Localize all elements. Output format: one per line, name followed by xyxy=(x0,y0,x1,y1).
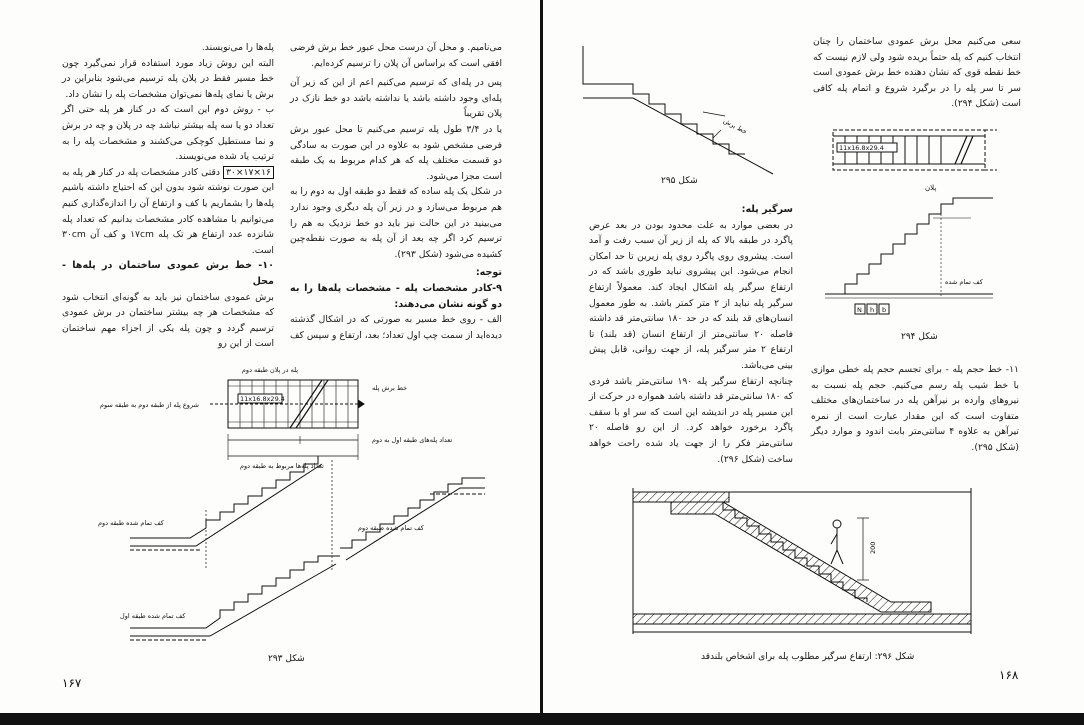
figure-295-caption: شکل ۲۹۵ xyxy=(661,176,698,186)
paragraph: الف - روی خط مسیر به صورتی که در اشکال گذشته دیده‌اید از سمت چپ اول تعداد؛ بعد، ارتفاع و سپس کف xyxy=(290,314,502,341)
stair-section-lower xyxy=(130,556,340,640)
text-column-volume xyxy=(811,362,1019,456)
stair-section-upper xyxy=(130,456,332,570)
plan-label-count-second: تعداد پله‌ها مربوط به طبقه دوم xyxy=(240,462,324,470)
paragraph: یا در ۳/۴ طول پله ترسیم می‌کنیم تا محل عبور برش فرضی مشخص شود به علاوه در این صورت به سادگی دو قسمت مختلف پله که هر کدام مربوط به یک طبقه است مجزا می‌شود. xyxy=(290,123,502,182)
paragraph: پله‌ها را می‌نویسند. xyxy=(201,42,274,53)
nhb-n: N xyxy=(857,306,862,314)
figure-296-caption: شکل ۲۹۶: ارتفاع سرگیر مطلوب پله برای اشخاص بلندقد xyxy=(701,652,915,662)
figure-294 xyxy=(821,118,1021,328)
page-167 xyxy=(0,0,540,725)
paragraph xyxy=(62,165,274,259)
text-column-headroom xyxy=(589,202,793,467)
section-heading-10: ۱۰- خط برش عمودی ساختمان در پله‌ها - محل xyxy=(62,260,274,287)
text-column-right xyxy=(290,40,502,343)
text-column-left xyxy=(62,40,274,352)
nhb-b: b xyxy=(882,306,887,314)
figure-296 xyxy=(631,484,981,644)
page-number: ۱۶۷ xyxy=(62,676,82,690)
paragraph: ب - روش دوم این است که در کنار هر پله حتی اگر تعداد دو یا سه پله بیشتر نباشد چه در پلان و چه در برش و نما مستطیل کوچکی می‌کشند و مشخصات پله را به ترتیب یاد شده می‌نویسند. xyxy=(62,104,274,163)
figure-293-caption: شکل ۲۹۳ xyxy=(268,654,305,664)
figure-293 xyxy=(90,360,490,675)
section-label-first: کف تمام شده طبقه اول xyxy=(120,612,186,620)
page-168 xyxy=(543,0,1084,725)
section-label-second-left: کف تمام شده طبقه دوم xyxy=(98,519,164,527)
section-label-second-right: کف تمام شده طبقه دوم xyxy=(358,524,424,532)
stair-section-right xyxy=(340,478,485,560)
plan-spec-box: 11x16.8x29.4 xyxy=(240,395,285,403)
paragraph: می‌نامیم. و محل آن درست محل عبور خط برش فرضی افقی است که براساس آن پلان را ترسیم کرده‌ایم. xyxy=(290,42,502,69)
page-number: ۱۶۸ xyxy=(999,668,1019,682)
paragraph: ۱۱- خط حجم پله - برای تجسم حجم پله خطی موازی با خط شیب پله رسم می‌کنیم. حجم پله نسبت به نیروهای وارده بر نیرآهن پله در ساختمان‌های مختلف متفاوت است که این مقدار عبارت است از نمره تیرآهن به علاوه ۴ سانتی‌متر بابت اندود و موارد دیگر (شکل ۲۹۵). xyxy=(811,364,1019,453)
paragraph: در بعضی موارد به علت محدود بودن در بعد عرض پاگرد در طبقه بالا که پله از زیر آن سبب رفت و آمد است. پیشروی روی پاگرد روی پله زیرین تا حد امکان انجام می‌شود. این پیشروی نباید طوری باشد که در ارتفاع سرگیر پله اشکال ایجاد کند. معمولاً ارتفاع سرگیر پله نباید از ۲ متر کمتر باشد. به طور معمول انسان‌های قد بلند که در حد ۱۸۰ سانتی‌متر قد داشته فاصله ۲۰ سانتی‌متر از ارتفاع انسان (قد بلند) تا ارتفاع ۲ متر سرگیر پله، از جهت روانی، قابل پیش بینی می‌باشد. xyxy=(589,219,793,371)
paragraph: پس در پله‌ای که ترسیم می‌کنیم اعم از این که زیر آن پله‌ای وجود داشته باشد یا نداشته باشد دو خط نازک در پلان تقریباً xyxy=(290,77,502,120)
paragraph: البته این روش زیاد مورد استفاده قرار نمی‌گیرد چون خط مسیر فقط در پلان پله ترسیم می‌شود بنابراین در برش یا نمای پله‌ها نمی‌توان مشخصات پله را نشان داد. xyxy=(62,57,274,100)
text-column-top-right xyxy=(813,34,1021,112)
plan-label-count-first: تعداد پله‌های طبقه اول به دوم xyxy=(372,436,453,444)
nhb-h: h xyxy=(870,306,875,314)
plan-label-start: شروع پله از طبقه دوم به طبقه سوم xyxy=(100,401,199,409)
figure-295 xyxy=(573,34,813,194)
plan-label-top: پله در پلان طبقه دوم xyxy=(241,366,299,374)
fig294-plan-label: پلان xyxy=(925,184,937,192)
paragraph-text: دقتی کادر مشخصات پله در کنار هر پله به این صورت نوشته شود بدون این که احتیاج داشته باشیم پله‌ها را بشماریم یا کف و ارتفاع آن را اندازه‌گذاری کنیم می‌توانیم با مشاهده کادر مشخصات بدانیم که تعداد پله شانزده عدد ارتفاع هر تک پله ۱۷cm و کف آن ۳۰cm است. xyxy=(62,166,274,256)
paragraph: در شکل یک پله ساده که فقط دو طبقه اول به دوم را به هم مربوط می‌سازد و در زیر آن پله دیگری وجود ندارد می‌بینید در این حالت نیز باید دو خط نزدیک به هم را ترسیم کرد اگر چه بعد از آن پله به صورت نقطه‌چین کشیده می‌شود (شکل ۲۹۳). xyxy=(289,186,502,260)
figure-294-caption: شکل ۲۹۴ xyxy=(901,332,938,342)
paragraph: چنانچه ارتفاع سرگیر پله ۱۹۰ سانتی‌متر باشد فردی که ۱۸۰ سانتی‌متر قد داشته باشد همواره در حرکت از این مسیر پله در اندیشه این است که سر او با سقف پاگرد برخورد خواهد کرد. از این رو فاصله ۲۰ سانتی‌متر فکر را از جهت یاد شده راحت خواهد ساخت (شکل ۲۹۶). xyxy=(589,375,793,465)
spec-box: ۱۶×۱۷×۳۰ xyxy=(223,166,274,179)
fig296-dimension: 200 xyxy=(869,541,877,554)
paragraph: برش عمودی ساختمان نیز باید به گونه‌ای انتخاب شود که مشخصات هر چه بیشتر ساختمان در برش عمودی ترسیم گردد و چون پله یکی از اجزاء مهم ساختمان است از این رو xyxy=(62,291,274,350)
note-heading: توجه: xyxy=(475,267,502,279)
plan-label-cut: خط برش پله xyxy=(372,384,408,392)
section-heading-headroom: سرگیر پله: xyxy=(741,204,793,215)
stair-plan xyxy=(210,380,364,460)
fig294-finish-label: کف تمام شده xyxy=(945,278,983,286)
fig295-label: خط برش xyxy=(722,116,749,136)
paragraph: سعی می‌کنیم محل برش عمودی ساختمان را چنان انتخاب کنیم که پله حتماً بریده شود ولی لازم نیست که خط نقطه قوی که نشان دهنده خط برش عمودی است سر تا سر پله را در برگیرد شروع و اتمام پله کافی است (شکل ۲۹۴). xyxy=(813,36,1021,110)
scan-edge xyxy=(0,713,1084,725)
section-heading-9: ۹-کادر مشخصات پله - مشخصات پله‌ها را به دو گونه نشان می‌دهند: xyxy=(290,282,502,310)
fig294-spec-box: 11x16.8x29.4 xyxy=(839,144,884,152)
